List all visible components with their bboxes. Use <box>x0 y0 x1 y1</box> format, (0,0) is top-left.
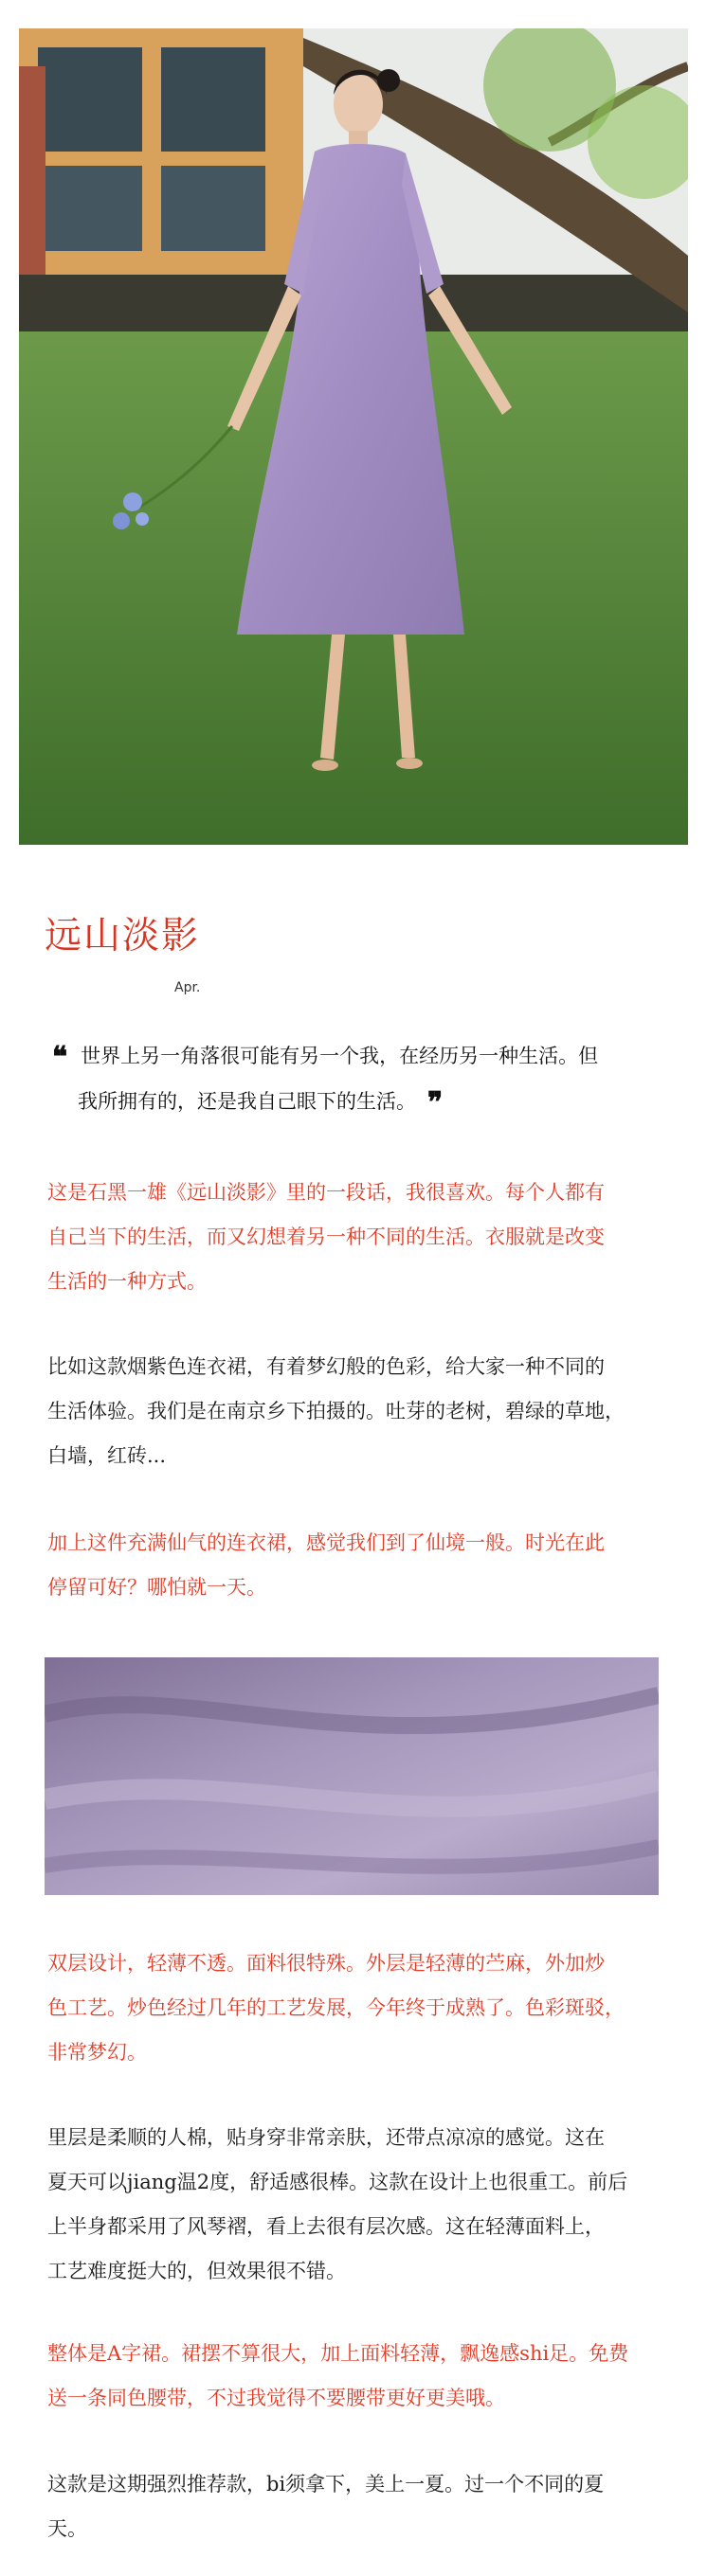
open-quote-mark: ❝ <box>52 1041 68 1074</box>
paragraph-1 <box>47 1171 673 1304</box>
paragraph-line: 整体是A字裙。裙摆不算很大，加上面料轻薄，飘逸感shi足。免费 <box>47 2342 629 2365</box>
paragraph-line: 自己当下的生活，而又幻想着另一种不同的生活。衣服就是改变 <box>47 1225 605 1248</box>
paragraph-5 <box>47 2116 673 2294</box>
paragraph-7 <box>47 2462 673 2551</box>
paragraph-line: 停留可好？哪怕就一天。 <box>47 1576 266 1599</box>
paragraph-line: 工艺难度挺大的，但效果很不错。 <box>47 2260 346 2282</box>
article-date: Apr. <box>174 980 201 995</box>
paragraph-line: 生活体验。我们是在南京乡下拍摄的。吐芽的老树，碧绿的草地， <box>47 1400 625 1422</box>
fabric-photo <box>45 1657 659 1895</box>
quote-line-2: 我所拥有的，还是我自己眼下的生活。 <box>78 1090 416 1113</box>
hero-photo <box>19 28 688 845</box>
paragraph-line: 色工艺。炒色经过几年的工艺发展，今年终于成熟了。色彩斑驳， <box>47 1996 625 2019</box>
paragraph-line: 白墙，红砖... <box>47 1444 167 1467</box>
paragraph-6 <box>47 2332 673 2421</box>
paragraph-line: 这款是这期强烈推荐款，bi须拿下，美上一夏。过一个不同的夏 <box>47 2473 605 2496</box>
paragraph-line: 夏天可以jiang温2度，舒适感很棒。这款在设计上也很重工。前后 <box>47 2171 628 2193</box>
paragraph-line: 里层是柔顺的人棉，贴身穿非常亲肤，还带点凉凉的感觉。这在 <box>47 2126 605 2149</box>
paragraph-line: 加上这件充满仙气的连衣裙，感觉我们到了仙境一般。时光在此 <box>47 1531 605 1554</box>
paragraph-line: 比如这款烟紫色连衣裙，有着梦幻般的色彩，给大家一种不同的 <box>47 1355 605 1378</box>
paragraph-line: 这是石黑一雄《远山淡影》里的一段话，我很喜欢。每个人都有 <box>47 1181 605 1204</box>
paragraph-4 <box>47 1941 673 2075</box>
paragraph-line: 送一条同色腰带，不过我觉得不要腰带更好更美哦。 <box>47 2387 505 2409</box>
paragraph-3 <box>47 1521 673 1610</box>
paragraph-line: 生活的一种方式。 <box>47 1270 207 1293</box>
close-quote-mark: ❞ <box>427 1086 444 1119</box>
paragraph-line: 双层设计，轻薄不透。面料很特殊。外层是轻薄的苎麻，外加炒 <box>47 1952 605 1975</box>
quote-block <box>52 1032 659 1123</box>
paragraph-2 <box>47 1345 673 1478</box>
paragraph-line: 上半身都采用了风琴褶，看上去很有层次感。这在轻薄面料上， <box>47 2215 605 2238</box>
paragraph-line: 天。 <box>47 2517 87 2540</box>
quote-line-1: 世界上另一角落很可能有另一个我，在经历另一种生活。但 <box>81 1045 599 1067</box>
article-title: 远山淡影 <box>45 915 201 957</box>
paragraph-line: 非常梦幻。 <box>47 2041 147 2064</box>
